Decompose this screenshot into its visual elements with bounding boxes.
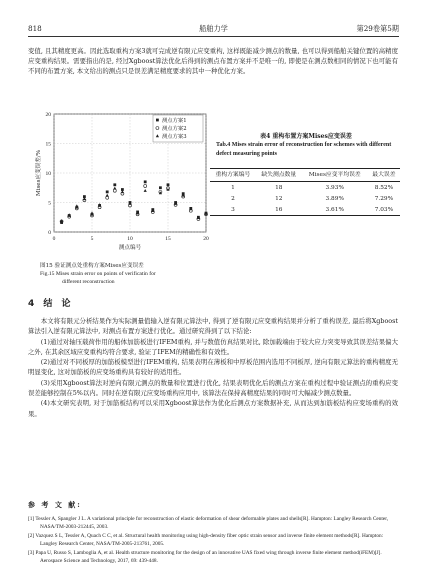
page-number: 818 <box>28 24 42 33</box>
table-row <box>210 204 400 216</box>
table-title-en: Tab.4 Mises strain error of reconstruction for schemes with different defect measuring points <box>216 142 392 157</box>
figure-caption-cn: 图15 验证测点处重构方案Mises应变误差 <box>40 263 144 269</box>
figure-caption-en: Fig.15 Mises strain error on points of verificatin for <box>40 271 156 277</box>
conclusion-item-3: (3)采用Xgboost算法对逆向有限元测点的数量和位置进行优化, 结果表明优化后的测点方案在重构过程中验证测点的重构应变误差能够控制在5%以内。同时在逆有限元应变场重构应用中, 该算法在保持高精度结果的同时可大幅减少测点数量。 <box>28 378 398 398</box>
data-point-scheme-1 <box>113 183 116 186</box>
y-tick-label: 5 <box>48 200 51 207</box>
reference-item: [3] Papa U, Russo S, Lamboglia A, et al. Health structure monitoring for the design of an innovative UAS fixed wing through inverse finite element method(iFEM)[J]. Aerospace Science and Technology, 2017, 69: 439-448. <box>28 550 382 564</box>
table-header-row <box>210 169 400 182</box>
legend-label: 测点方案3 <box>162 134 187 140</box>
data-point-scheme-1 <box>106 190 109 193</box>
conclusion-item-1: (1)通过对轴压载荷作用的船体加筋板进行IFEM重构, 并与数值仿真结果对比, 除加载端由于较大应力突变导致其误差结果偏大之外, 在其余区域应变重构均符合要求, 验证了IFEM的精确性和有效性。 <box>28 337 398 356</box>
table-cell: 2 <box>231 195 235 202</box>
table-cell: 16 <box>275 206 283 213</box>
reconstruction-error-table <box>210 168 400 216</box>
table-cell: 7.29% <box>374 195 394 202</box>
legend-marker-scheme-1 <box>156 119 159 122</box>
table-cell: 18 <box>275 184 283 191</box>
data-point-scheme-1 <box>159 186 162 189</box>
conclusion-item-2: (2)通过对不同板厚的加筋板模型进行IFEM重构, 结果表明在薄板和中厚板范围内选用不同板厚, 逆向有限元算法的重构精度无明显变化, 这对加筋板的应变场重构具有较好的适用性。 <box>28 358 398 377</box>
data-point-scheme-3 <box>106 194 109 197</box>
table-header-cell: 最大误差 <box>368 169 400 182</box>
table-cell: 12 <box>275 195 283 202</box>
data-point-scheme-1 <box>167 183 170 186</box>
table-cell: 3.89% <box>325 195 344 202</box>
table-cell: 3.61% <box>325 206 344 213</box>
table-cell: 3 <box>231 206 235 213</box>
section-title: 4 结 论 <box>28 299 74 309</box>
data-point-scheme-3 <box>144 189 147 192</box>
table-cell: 7.03% <box>374 206 394 213</box>
x-tick-label: 10 <box>127 236 133 242</box>
table-cell: 3.93% <box>325 184 344 191</box>
strain-error-chart <box>28 108 218 258</box>
running-header <box>28 22 399 37</box>
data-point-scheme-3 <box>113 187 116 190</box>
table-row <box>210 193 400 204</box>
data-point-scheme-2 <box>144 184 147 187</box>
table-row <box>210 182 400 194</box>
data-point-scheme-2 <box>113 189 116 192</box>
x-tick-label: 20 <box>203 236 209 242</box>
figure-caption-en-2: different reconstruction <box>62 279 115 285</box>
data-point-scheme-1 <box>144 180 147 183</box>
figure-15 <box>28 108 218 258</box>
x-tick-label: 0 <box>52 236 56 242</box>
reference-item: [1] Tessler A, Spangler J L. A variational principle for reconstruction of elastic deformation of shear deformable plates and shells[R]. Hampton: Langley Research Center, NASA/TM-2003-212445, 2003. <box>28 516 389 530</box>
legend-label: 测点方案2 <box>162 126 187 132</box>
table-title-cn: 表4 重构布置方案Mises应变误差 <box>260 133 352 140</box>
references-list <box>28 516 400 567</box>
table-cell: 8.52% <box>374 184 394 191</box>
data-point-scheme-3 <box>90 211 93 214</box>
y-tick-label: 20 <box>45 112 51 118</box>
y-tick-label: 15 <box>45 141 51 148</box>
x-axis-label: 测点编号 <box>118 245 142 251</box>
reference-item: [2] Vazquez S L, Tessler A, Quach C C, et al. Structural health monitoring using high-density fiber optic strain sensor and inverse finite element methods[R]. Hampton: Langley Research Center, NASA/TM-2005-213761, 2005. <box>28 533 384 547</box>
legend-label: 测点方案1 <box>162 118 187 124</box>
journal-name: 船舶力学 <box>199 24 228 33</box>
table-cell: 1 <box>231 184 235 191</box>
conclusions-body <box>28 316 398 419</box>
table-header-cell: Mises应变平均误差 <box>302 169 368 182</box>
conclusion-intro: 本文将有限元分析结果作为实际测量值输入逆有限元算法中, 得到了逆有限元应变重构结果并分析了重构误差, 最后将Xgboost算法引入逆有限元算法中, 对测点布置方案进行优化。通过研究得到了以下结论: <box>28 317 398 336</box>
x-tick-label: 5 <box>90 236 94 242</box>
volume-issue: 第29卷第5期 <box>356 24 399 33</box>
y-tick-label: 0 <box>48 230 51 236</box>
references-heading: 参 考 文 献: <box>28 500 82 509</box>
y-axis-label: Mises应变误差/% <box>36 149 42 197</box>
data-point-scheme-3 <box>75 204 78 207</box>
table-header-cell: 重构方案编号 <box>210 169 256 182</box>
table-header-cell: 缺失测点数量 <box>256 169 302 182</box>
y-tick-label: 10 <box>45 171 51 177</box>
data-point-scheme-2 <box>106 196 109 199</box>
table-caption <box>216 132 396 159</box>
conclusion-item-4: (4)本文研究表明, 对于加筋板结构可以采用Xgboost算法作为优化后测点方案数据补充, 从而达到加筋板结构应变场重构的效果。 <box>28 399 398 418</box>
intro-paragraph: 变值, 且其精度更高。因此选取重构方案3就可完成逆有限元应变重构, 这样既能减少测点的数量, 也可以得到船舶关键位置的高精度应变重构结果。需要指出的是, 经过Xgboost算法优化后得到的测点布置方案并不是唯一的, 即使是在测点数相同的情况下也可能有不同的布置方案, 本文给出的测点只是误差满足精度要求的其中一种优化方案。 <box>28 47 398 76</box>
x-tick-label: 15 <box>165 236 171 242</box>
figure-caption <box>40 262 210 286</box>
